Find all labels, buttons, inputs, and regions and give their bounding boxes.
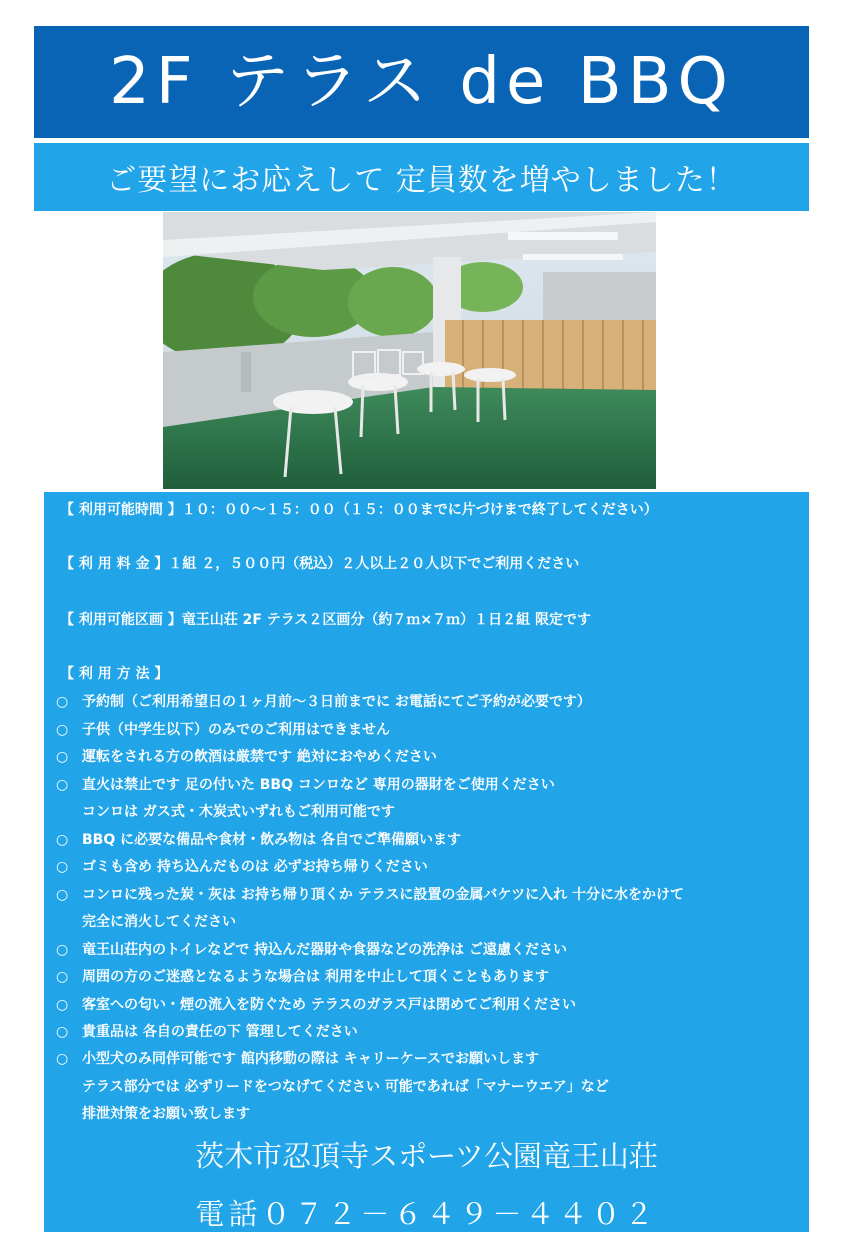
subtitle-band (34, 143, 809, 211)
terrace-photo (163, 212, 656, 489)
hours-line: 【 利用可能時間 】１０：００～１５：００（１５：００までに片づけまで終了してください） (60, 502, 658, 518)
rule-text: 客室への匂い・煙の流入を防ぐため テラスのガラス戸は閉めてご利用ください (82, 997, 577, 1013)
rule-text: 小型犬のみ同伴可能です 館内移動の際は キャリーケースでお願いします (82, 1051, 540, 1067)
rule-text: 運転をされる方の飲酒は厳禁です 絶対におやめください (82, 749, 437, 765)
bullet-mark: ○ (56, 832, 69, 848)
area-line: 【 利用可能区画 】竜王山荘 2F テラス２区画分（約７ｍ×７ｍ）１日２組 限定です (60, 612, 591, 628)
rule-text: 貴重品は 各自の責任の下 管理してください (82, 1024, 358, 1040)
list-item (56, 967, 549, 987)
list-item (56, 857, 428, 877)
bullet-mark: ○ (56, 942, 69, 958)
bullet-mark: ○ (56, 969, 69, 985)
list-item (56, 1049, 539, 1069)
list-item (56, 885, 684, 905)
bullet-mark: ○ (56, 1024, 69, 1040)
rule-text: 周囲の方のご迷惑となるような場合は 利用を中止して頂くこともあります (82, 969, 549, 985)
phone-number: 電話０７２－６４９－４４０２ (195, 1197, 658, 1231)
rule-continuation: 排泄対策をお願い致します (82, 1106, 250, 1122)
list-item (56, 720, 390, 740)
rule-continuation: コンロは ガス式・木炭式いずれもご利用可能です (82, 804, 395, 820)
title-band (34, 26, 809, 138)
list-item (56, 747, 437, 767)
list-item (56, 940, 567, 960)
page-subtitle: ご要望にお応えして 定員数を増やしました！ (106, 163, 737, 198)
bullet-mark: ○ (56, 722, 69, 738)
rule-text: ゴミも含め 持ち込んだものは 必ずお持ち帰りください (82, 859, 428, 875)
bullet-mark: ○ (56, 694, 69, 710)
bullet-mark: ○ (56, 777, 69, 793)
bullet-mark: ○ (56, 887, 69, 903)
method-heading: 【 利 用 方 法 】 (60, 666, 169, 682)
bullet-mark: ○ (56, 859, 69, 875)
page-title: 2F テラス de BBQ (109, 45, 734, 119)
rule-text: 竜王山荘内のトイレなどで 持込んだ器財や食器などの洗浄は ご遠慮ください (82, 942, 568, 958)
rule-text: コンロに残った炭・灰は お持ち帰り頂くか テラスに設置の金属バケツに入れ 十分に水をかけて (82, 887, 685, 903)
facility-name: 茨木市忍頂寺スポーツ公園竜王山荘 (195, 1139, 658, 1173)
list-item (56, 692, 591, 712)
rule-text: 直火は禁止です 足の付いた BBQ コンロなど 専用の器財をご使用ください (82, 777, 555, 793)
list-item (56, 830, 461, 850)
list-item (56, 1022, 358, 1042)
bullet-mark: ○ (56, 749, 69, 765)
fee-line: 【 利 用 料 金 】１組 ２，５００円（税込）２人以上２０人以下でご利用ください (60, 556, 580, 572)
rule-continuation: 完全に消火してください (82, 914, 236, 930)
rule-continuation: テラス部分では 必ずリードをつなげてください 可能であれば「マナーウエア」など (82, 1079, 609, 1095)
terrace-photo-illustration (163, 212, 656, 489)
rule-text: 子供（中学生以下）のみでのご利用はできません (82, 722, 390, 738)
bullet-mark: ○ (56, 1051, 69, 1067)
rule-text: 予約制（ご利用希望日の１ヶ月前～３日前までに お電話にてご予約が必要です） (82, 694, 591, 710)
list-item (56, 995, 576, 1015)
info-panel (44, 492, 809, 1232)
rule-text: BBQ に必要な備品や食材・飲み物は 各自でご準備願います (82, 832, 461, 848)
bullet-mark: ○ (56, 997, 69, 1013)
list-item (56, 775, 555, 795)
